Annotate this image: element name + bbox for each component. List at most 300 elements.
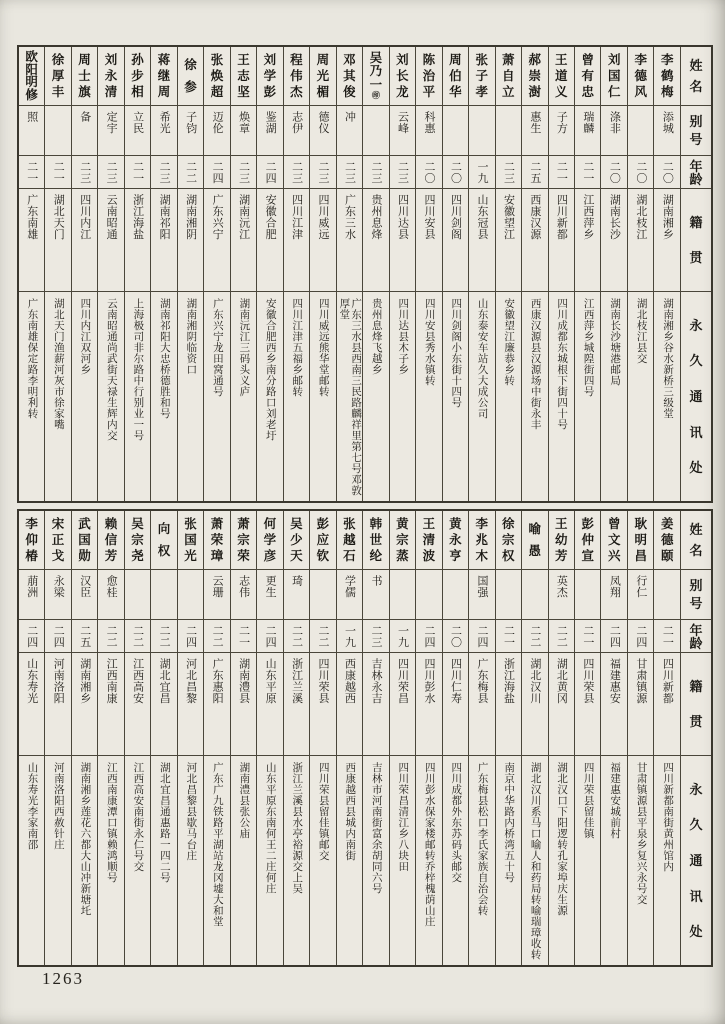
age-cell-text: 二二: [184, 160, 197, 184]
age-cell: [390, 155, 415, 188]
char: 学: [263, 69, 277, 83]
alias-cell: [98, 105, 123, 155]
age-cell: [522, 155, 547, 188]
char: 姜: [660, 517, 674, 531]
address-cell: [469, 755, 494, 965]
address-cell: [231, 291, 256, 501]
char: 籍: [689, 678, 703, 694]
alias-cell-text: 子方: [555, 111, 568, 134]
native-cell-text: 西康越西: [343, 658, 356, 704]
age-cell-text: 二一: [661, 624, 674, 648]
alias-cell-text: 添城: [661, 111, 674, 134]
address-cell: [469, 291, 494, 501]
person-column: [495, 47, 521, 501]
char: 龙: [396, 85, 409, 99]
char: 华: [449, 85, 462, 99]
address-cell-text: 湖北枝江县交: [635, 298, 647, 364]
native-cell-text: 广东惠阳: [211, 658, 224, 704]
name-cell: [601, 511, 626, 569]
alias-cell: [178, 569, 203, 619]
name-cell: [231, 47, 256, 105]
char: 波: [422, 549, 436, 563]
native-cell: [72, 652, 97, 755]
native-cell-text: 四川剑阁: [449, 194, 462, 240]
person-column: [230, 511, 256, 965]
char: 宗: [396, 533, 409, 547]
native-cell-text: 四川仁寿: [449, 658, 462, 704]
char: 王: [237, 53, 250, 67]
alias-cell: [231, 569, 256, 619]
person-column: [283, 47, 309, 501]
address-cell-text: 河南洛阳西赦针庄: [52, 762, 64, 850]
age-cell-text: 二二: [158, 624, 171, 648]
char: 明: [25, 75, 38, 90]
address-cell-text: 甘肃镇源县平泉乡复兴永号交: [635, 762, 647, 905]
address-cell-text: 吉林市河南街富余胡同六号: [370, 762, 382, 894]
char: 永: [689, 317, 703, 333]
char: 李: [634, 53, 647, 67]
native-cell: [310, 188, 335, 291]
native-cell: [443, 188, 468, 291]
address-cell-text: 四川成都东城根下街四十号: [556, 298, 568, 430]
name-cell: [204, 47, 229, 105]
native-cell-text: 甘肃镇源: [634, 658, 647, 704]
alias-cell: [151, 105, 176, 155]
alias-cell: [45, 105, 70, 155]
age-cell-text: 二一: [237, 624, 250, 648]
native-cell-text: 四川荣县: [581, 658, 594, 704]
age-cell: [390, 619, 415, 652]
alias-cell: [363, 105, 388, 155]
person-column: [177, 511, 203, 965]
address-cell-text: 南京中华路内桥湾五十号: [503, 762, 515, 883]
address-cell-text: 湖南澧县张公庙: [238, 762, 250, 839]
age-cell: [204, 155, 229, 188]
person-column: [548, 47, 574, 501]
address-cell-text: 云南昭通尚武街天禄生辉内交: [105, 298, 117, 441]
native-cell-text: 湖南长沙: [608, 194, 621, 240]
name-cell: [98, 47, 123, 105]
person-column: [600, 511, 626, 965]
name-cell: [45, 511, 70, 569]
alias-cell: [654, 569, 679, 619]
person-column: [600, 47, 626, 501]
person-column: [627, 511, 653, 965]
age-cell-text: 一九: [396, 624, 409, 648]
name-note: ㊞: [371, 91, 380, 101]
address-cell: [72, 755, 97, 965]
age-cell-text: 二一: [25, 160, 38, 184]
char: 昌: [634, 549, 647, 563]
person-column: [124, 47, 150, 501]
char: 李: [475, 517, 489, 531]
native-cell-text: 四川新都: [661, 658, 674, 704]
char: 忠: [581, 85, 594, 99]
address-cell: [628, 755, 653, 965]
alias-cell-text: 汉臣: [78, 575, 91, 598]
age-cell: [654, 155, 679, 188]
native-cell: [522, 188, 547, 291]
address-cell: [310, 755, 335, 965]
name-cell: [337, 511, 362, 569]
name-cell: [575, 47, 600, 105]
person-column: [150, 47, 176, 501]
char: 久: [689, 817, 703, 833]
char: 赖: [104, 517, 118, 531]
header-name: [681, 511, 711, 569]
native-cell: [654, 652, 679, 755]
native-cell-text: 云南昭通: [105, 194, 118, 240]
alias-cell: [390, 105, 415, 155]
char: 亨: [449, 549, 462, 563]
address-cell-text: 四川荣县留佳镇: [582, 762, 594, 839]
char: 刘: [104, 53, 118, 67]
alias-cell: [496, 105, 521, 155]
alias-cell: [469, 105, 494, 155]
native-cell: [125, 652, 150, 755]
address-cell: [390, 291, 415, 501]
name-cell: [363, 511, 388, 569]
age-cell-text: 二一: [502, 624, 515, 648]
alias-cell: [284, 569, 309, 619]
address-cell-text: 广东三水县西南三民路麟祥里第七号邓敦厚堂: [338, 298, 362, 496]
char: 清: [104, 85, 118, 99]
address-cell: [204, 755, 229, 965]
age-cell-text: 二三: [370, 624, 383, 648]
address-cell-text: 江西萍乡城隍街四号: [582, 298, 594, 397]
alias-cell: [575, 105, 600, 155]
age-cell: [443, 155, 468, 188]
address-cell-text: 山东泰安车站久大成公司: [476, 298, 488, 419]
name-cell: [390, 47, 415, 105]
native-cell-text: 湖南澧县: [237, 658, 250, 704]
age-cell: [98, 619, 123, 652]
char: 贯: [689, 250, 703, 266]
native-cell: [204, 652, 229, 755]
char: 木: [475, 549, 489, 563]
age-cell-text: 二三: [158, 160, 171, 184]
native-cell: [337, 652, 362, 755]
name-cell: [363, 47, 388, 105]
age-cell-text: 二二: [317, 624, 330, 648]
name-cell: [575, 511, 600, 569]
alias-cell: [628, 105, 653, 155]
native-cell-text: 湖南湘乡: [661, 194, 674, 240]
native-cell-text: 广东三水: [343, 194, 356, 240]
name-cell: [19, 511, 44, 569]
address-cell-text: 湖北天门渔薪河灰市徐家嘴: [52, 298, 64, 430]
name-cell: [390, 511, 415, 569]
char: 名: [689, 543, 703, 558]
header-name: [681, 47, 711, 105]
address-cell: [628, 291, 653, 501]
person-column: [309, 511, 335, 965]
native-cell-text: 浙江海盐: [131, 194, 144, 240]
alias-cell-text: 子钧: [184, 111, 197, 134]
address-cell-text: 四川达县木子乡: [397, 298, 409, 375]
directory-table-top: [17, 45, 713, 503]
person-column: [19, 47, 44, 501]
char: 曾: [607, 517, 621, 531]
address-cell-text: 四川剑阁小东街十四号: [450, 298, 462, 408]
char: 平: [422, 85, 436, 99]
address-cell: [337, 755, 362, 965]
char: 刘: [607, 53, 621, 67]
native-cell-text: 安徽望江: [502, 194, 515, 240]
char: 宣: [581, 549, 594, 563]
person-column: [653, 47, 679, 501]
alias-cell: [601, 569, 626, 619]
address-cell: [45, 755, 70, 965]
age-cell: [151, 619, 176, 652]
native-cell-text: 浙江兰溪: [290, 658, 303, 704]
char: 彭: [581, 517, 594, 531]
address-cell: [19, 755, 44, 965]
age-cell-text: 二三: [343, 160, 356, 184]
char: 相: [131, 85, 144, 99]
age-cell: [231, 155, 256, 188]
native-cell-text: 河南洛阳: [52, 658, 65, 704]
native-cell-text: 江西南康: [105, 658, 118, 704]
char: 欧: [25, 49, 38, 64]
native-cell: [390, 188, 415, 291]
name-cell: [310, 47, 335, 105]
char: 彭: [263, 85, 277, 99]
address-cell-text: 四川荣县留佳镇邮交: [317, 762, 329, 861]
name-cell: [601, 47, 626, 105]
char: 自: [502, 69, 515, 83]
alias-cell: [178, 105, 203, 155]
char: 萧: [502, 53, 515, 67]
age-cell-text: 二三: [502, 160, 515, 184]
native-cell: [151, 188, 176, 291]
char: 徐: [502, 517, 515, 531]
char: 学: [263, 533, 277, 547]
name-cell: [628, 47, 653, 105]
char: 尧: [131, 549, 144, 563]
alias-cell: [390, 569, 415, 619]
char: 伯: [449, 69, 462, 83]
native-cell: [98, 188, 123, 291]
age-cell: [601, 619, 626, 652]
age-cell-text: 二〇: [634, 160, 647, 184]
native-cell-text: 广东南雄: [25, 194, 38, 240]
native-cell: [416, 652, 441, 755]
age-cell-text: 二二: [555, 624, 568, 648]
char: 鹤: [660, 69, 674, 83]
native-cell: [98, 652, 123, 755]
char: 王: [555, 517, 568, 531]
person-column: [97, 47, 123, 501]
char: 武: [78, 517, 91, 531]
age-cell-text: 二三: [105, 160, 118, 184]
age-cell-text: 二三: [78, 160, 91, 184]
alias-cell-text: 愈桂: [105, 575, 118, 598]
char: 邓: [343, 53, 356, 67]
char: 戈: [51, 549, 65, 563]
age-cell: [601, 155, 626, 188]
native-cell: [363, 188, 388, 291]
char: 蒸: [396, 549, 409, 563]
address-cell-text: 山东平原东南何王二庄何庄: [264, 762, 276, 894]
native-cell-text: 吉林永吉: [370, 658, 383, 704]
age-cell: [549, 619, 574, 652]
char: 纶: [369, 549, 383, 563]
native-cell-text: 广东兴宁: [211, 194, 224, 240]
native-cell: [45, 652, 70, 755]
age-cell: [363, 155, 388, 188]
alias-cell: [204, 569, 229, 619]
native-cell-text: 四川威远: [317, 194, 330, 240]
char: 萧: [237, 517, 250, 531]
native-cell: [45, 188, 70, 291]
char: 宗: [502, 533, 515, 547]
char: 吴: [369, 50, 383, 65]
alias-cell-text: 涤非: [608, 111, 621, 134]
char: 李: [660, 53, 674, 67]
address-cell-text: 安徽望江廉恭乡转: [503, 298, 515, 386]
age-cell: [549, 155, 574, 188]
age-cell-text: 二三: [370, 160, 383, 184]
person-column: [574, 511, 600, 965]
address-cell: [522, 755, 547, 965]
alias-cell: [654, 105, 679, 155]
address-cell-text: 广东兴宁龙田窝通号: [211, 298, 223, 397]
char: 志: [237, 69, 250, 83]
char: 何: [263, 517, 277, 531]
native-cell-text: 浙江海盐: [502, 658, 515, 704]
native-cell-text: 广东梅县: [475, 658, 488, 704]
char: 梅: [660, 85, 674, 99]
alias-cell-text: 学儒: [343, 575, 356, 598]
alias-cell: [522, 569, 547, 619]
address-cell-text: 贵州息烽飞越乡: [370, 298, 382, 375]
alias-cell-text: 照: [25, 111, 38, 123]
age-cell: [469, 619, 494, 652]
char: 徐: [184, 58, 197, 73]
header-alias: [681, 105, 711, 155]
char: 步: [131, 69, 144, 83]
char: 天: [290, 549, 303, 563]
char: 正: [51, 533, 65, 547]
char: 籍: [689, 214, 703, 230]
char: 姓: [689, 58, 703, 73]
address-cell: [549, 755, 574, 965]
address-cell-text: 四川荣昌清江乡八块田: [397, 762, 409, 872]
address-cell: [72, 291, 97, 501]
char: 通: [689, 388, 703, 404]
address-cell-text: 安徽合肥西乡南分路口刘老圩: [264, 298, 276, 441]
alias-cell-text: 凤翔: [608, 575, 621, 598]
address-cell: [178, 291, 203, 501]
char: 蒋: [157, 53, 171, 67]
alias-cell-text: 鉴湖: [264, 111, 277, 134]
native-cell-text: 四川荣县: [317, 658, 330, 704]
address-cell: [125, 755, 150, 965]
age-cell-text: 二三: [317, 160, 330, 184]
age-cell: [416, 155, 441, 188]
native-cell: [125, 188, 150, 291]
person-column: [468, 511, 494, 965]
native-cell-text: 湖南祁阳: [158, 194, 171, 240]
address-cell-text: 西康越西县城内南街: [344, 762, 356, 861]
native-cell: [575, 188, 600, 291]
native-cell: [284, 188, 309, 291]
address-cell: [416, 291, 441, 501]
address-cell: [496, 291, 521, 501]
address-cell: [19, 291, 44, 501]
char: 张: [475, 53, 489, 67]
char: 愚: [528, 543, 542, 558]
age-cell: [337, 619, 362, 652]
address-cell: [443, 291, 468, 501]
char: 荣: [210, 533, 224, 547]
age-cell-text: 二二: [211, 624, 224, 648]
name-cell: [257, 47, 282, 105]
header-native: [681, 188, 711, 291]
age-cell-text: 二五: [528, 160, 541, 184]
name-cell: [443, 47, 468, 105]
native-cell: [549, 652, 574, 755]
char: 其: [343, 69, 356, 83]
native-cell: [337, 188, 362, 291]
native-cell-text: 四川江津: [290, 194, 303, 240]
char: 黄: [449, 517, 462, 531]
char: 刘: [396, 53, 409, 67]
alias-cell: [628, 569, 653, 619]
char: 号: [689, 596, 703, 611]
native-cell-text: 西康汉源: [528, 194, 541, 240]
address-cell: [601, 755, 626, 965]
address-cell-text: 四川内江双河乡: [79, 298, 91, 375]
name-cell: [178, 511, 203, 569]
alias-cell: [257, 105, 282, 155]
header-column: [680, 47, 711, 501]
age-cell-text: 二四: [184, 624, 197, 648]
alias-cell: [310, 569, 335, 619]
age-cell-text: 二四: [264, 160, 277, 184]
char: 璋: [210, 549, 224, 563]
person-column: [468, 47, 494, 501]
person-column: [177, 47, 203, 501]
char: 王: [422, 517, 436, 531]
age-cell: [45, 619, 70, 652]
char: 贯: [689, 714, 703, 730]
address-cell: [575, 291, 600, 501]
alias-cell-text: 希光: [158, 111, 171, 134]
person-column: [548, 511, 574, 965]
alias-cell-text: 冲: [343, 111, 356, 123]
name-cell: [469, 511, 494, 569]
alias-cell-text: 更生: [264, 575, 277, 598]
alias-cell: [125, 569, 150, 619]
age-cell: [151, 155, 176, 188]
native-cell: [204, 188, 229, 291]
alias-cell: [151, 569, 176, 619]
address-cell: [257, 755, 282, 965]
person-column: [283, 511, 309, 965]
age-cell-text: 二一: [581, 160, 594, 184]
native-cell: [257, 188, 282, 291]
age-cell: [125, 155, 150, 188]
native-cell: [151, 652, 176, 755]
char: 处: [689, 460, 703, 476]
char: 少: [290, 533, 303, 547]
address-cell-text: 浙江兰溪县水亭裕源交上吴: [291, 762, 303, 894]
age-cell-text: 二〇: [422, 160, 435, 184]
char: 清: [422, 533, 436, 547]
char: 程: [290, 53, 303, 67]
